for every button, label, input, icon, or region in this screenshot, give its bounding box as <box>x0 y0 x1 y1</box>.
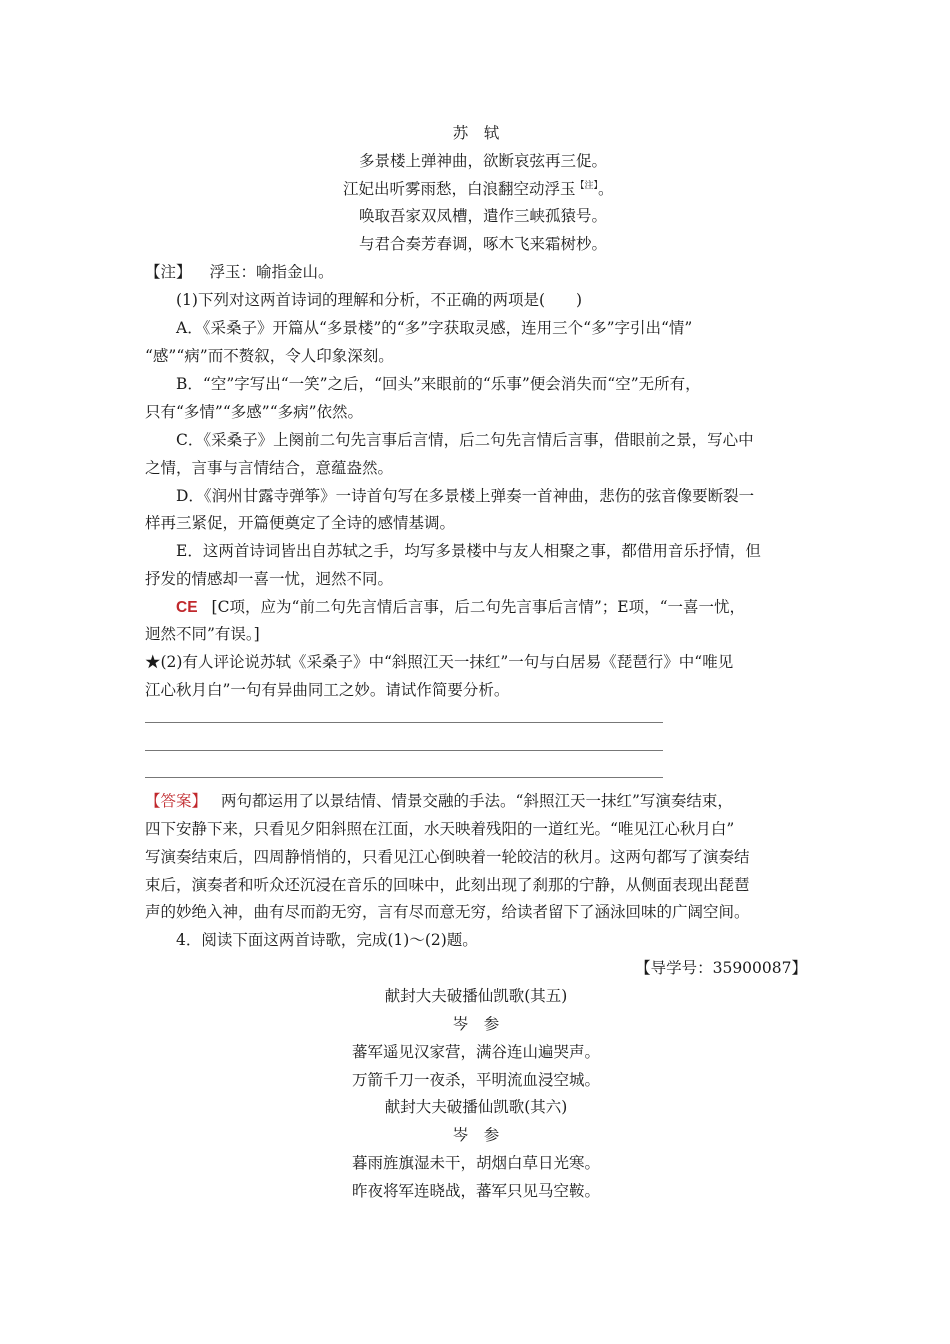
poem-line: 暮雨旌旗湿未干，胡烟白草日光寒。 <box>351 1154 600 1172</box>
q2-stem: ★(2)有人评论说苏轼《采桑子》中“斜照江天一抹红”一句与白居易《琵琶行》中“唯见 <box>145 653 734 671</box>
q2-answer-line: 声的妙绝入神，曲有尽而韵无穷，言有尽而意无穷，给读者留下了涵泳回味的广阔空间。 <box>145 903 750 921</box>
poem-author: 岑 参 <box>452 1015 500 1033</box>
note <box>145 262 334 282</box>
poem1-line: 江妃出听雾雨愁，白浪翻空动浮玉$^{【注】}$。 <box>343 180 614 198</box>
poem-line: 蕃军遥见汉家营，满谷连山遍哭声。 <box>351 1043 600 1061</box>
note-label: 【注】 <box>145 263 192 281</box>
q1-answer <box>176 597 745 618</box>
option-b-cont: 只有“多情”“多感”“多病”依然。 <box>145 403 364 421</box>
q4-stem: 4．阅读下面这两首诗歌，完成(1)～(2)题。 <box>176 931 478 949</box>
poem1-line: 多景楼上弹神曲，欲断哀弦再三促。 <box>359 152 608 170</box>
poem1-line: 与君合奏芳春调，啄木飞来霜树杪。 <box>359 235 608 253</box>
poem-line: 昨夜将军连晓战，蕃军只见马空鞍。 <box>351 1182 600 1200</box>
q2-answer-line: 束后，演奏者和听众还沉浸在音乐的回味中，此刻出现了刹那的宁静，从侧面表现出琵琶 <box>145 876 750 894</box>
option-b: B．“空”字写出“一笑”之后，“回头”来眼前的“乐事”便会消失而“空”无所有， <box>176 375 701 393</box>
poem1-line: 唤取吾家双凤槽，遣作三峡孤猿号。 <box>359 207 608 225</box>
answer-label: 【答案】 <box>145 792 208 810</box>
option-a: A．《采桑子》开篇从“多景楼”的“多”字获取灵感，连用三个“多”字引出“情” <box>176 319 693 337</box>
poem1-author: 苏 轼 <box>452 124 500 142</box>
option-d: D．《润州甘露寺弹筝》一诗首句写在多景楼上弹奏一首神曲，悲伤的弦音像要断裂一 <box>176 487 755 505</box>
q2-answer-line: 四下安静下来，只看见夕阳斜照在江面，水天映着残阳的一道红光。“唯见江心秋月白” <box>145 820 735 838</box>
q1-stem: (1)下列对这两首诗词的理解和分析，不正确的两项是( ) <box>176 291 583 309</box>
answer-blank-line <box>145 750 663 751</box>
guide-number: 【导学号：35900087】 <box>635 959 807 977</box>
note-marker: 【注】 <box>575 180 599 191</box>
answer-letters: CE <box>176 599 198 616</box>
poem-title: 献封大夫破播仙凯歌(其五) <box>384 987 568 1005</box>
poem-author: 岑 参 <box>452 1126 500 1144</box>
answer-blank-line <box>145 777 663 778</box>
option-c: C．《采桑子》上阕前二句先言事后言情，后二句先言情后言事，借眼前之景，写心中 <box>176 431 754 449</box>
poem-title: 献封大夫破播仙凯歌(其六) <box>384 1098 568 1116</box>
option-c-cont: 之情，言事与言情结合，意蕴盎然。 <box>145 459 394 477</box>
answer-explanation: [C项，应为“前二句先言情后言事，后二句先言事后言情”；E项，“一喜一忧， <box>211 598 746 616</box>
option-d-cont: 样再三紧促，开篇便奠定了全诗的感情基调。 <box>145 514 456 532</box>
note-text: 浮玉：喻指金山。 <box>209 263 334 281</box>
option-a-cont: “感”“病”而不赘叙，令人印象深刻。 <box>145 347 394 365</box>
option-e: E．这两首诗词皆出自苏轼之手，均写多景楼中与友人相聚之事，都借用音乐抒情，但 <box>176 542 761 560</box>
q2-answer: 【答案】 两句都运用了以景结情、情景交融的手法。“斜照江天一抹红”写演奏结束， <box>145 792 733 810</box>
answer-blank-line <box>145 722 663 723</box>
answer-explanation-cont: 迥然不同”有误。] <box>145 625 260 643</box>
q2-stem-cont: 江心秋月白”一句有异曲同工之妙。请试作简要分析。 <box>145 681 510 699</box>
q2-answer-line: 写演奏结束后，四周静悄悄的，只看见江心倒映着一轮皎洁的秋月。这两句都写了演奏结 <box>145 848 750 866</box>
option-e-cont: 抒发的情感却一喜一忧，迥然不同。 <box>145 570 394 588</box>
poem-line: 万箭千刀一夜杀，平明流血浸空城。 <box>351 1071 600 1089</box>
